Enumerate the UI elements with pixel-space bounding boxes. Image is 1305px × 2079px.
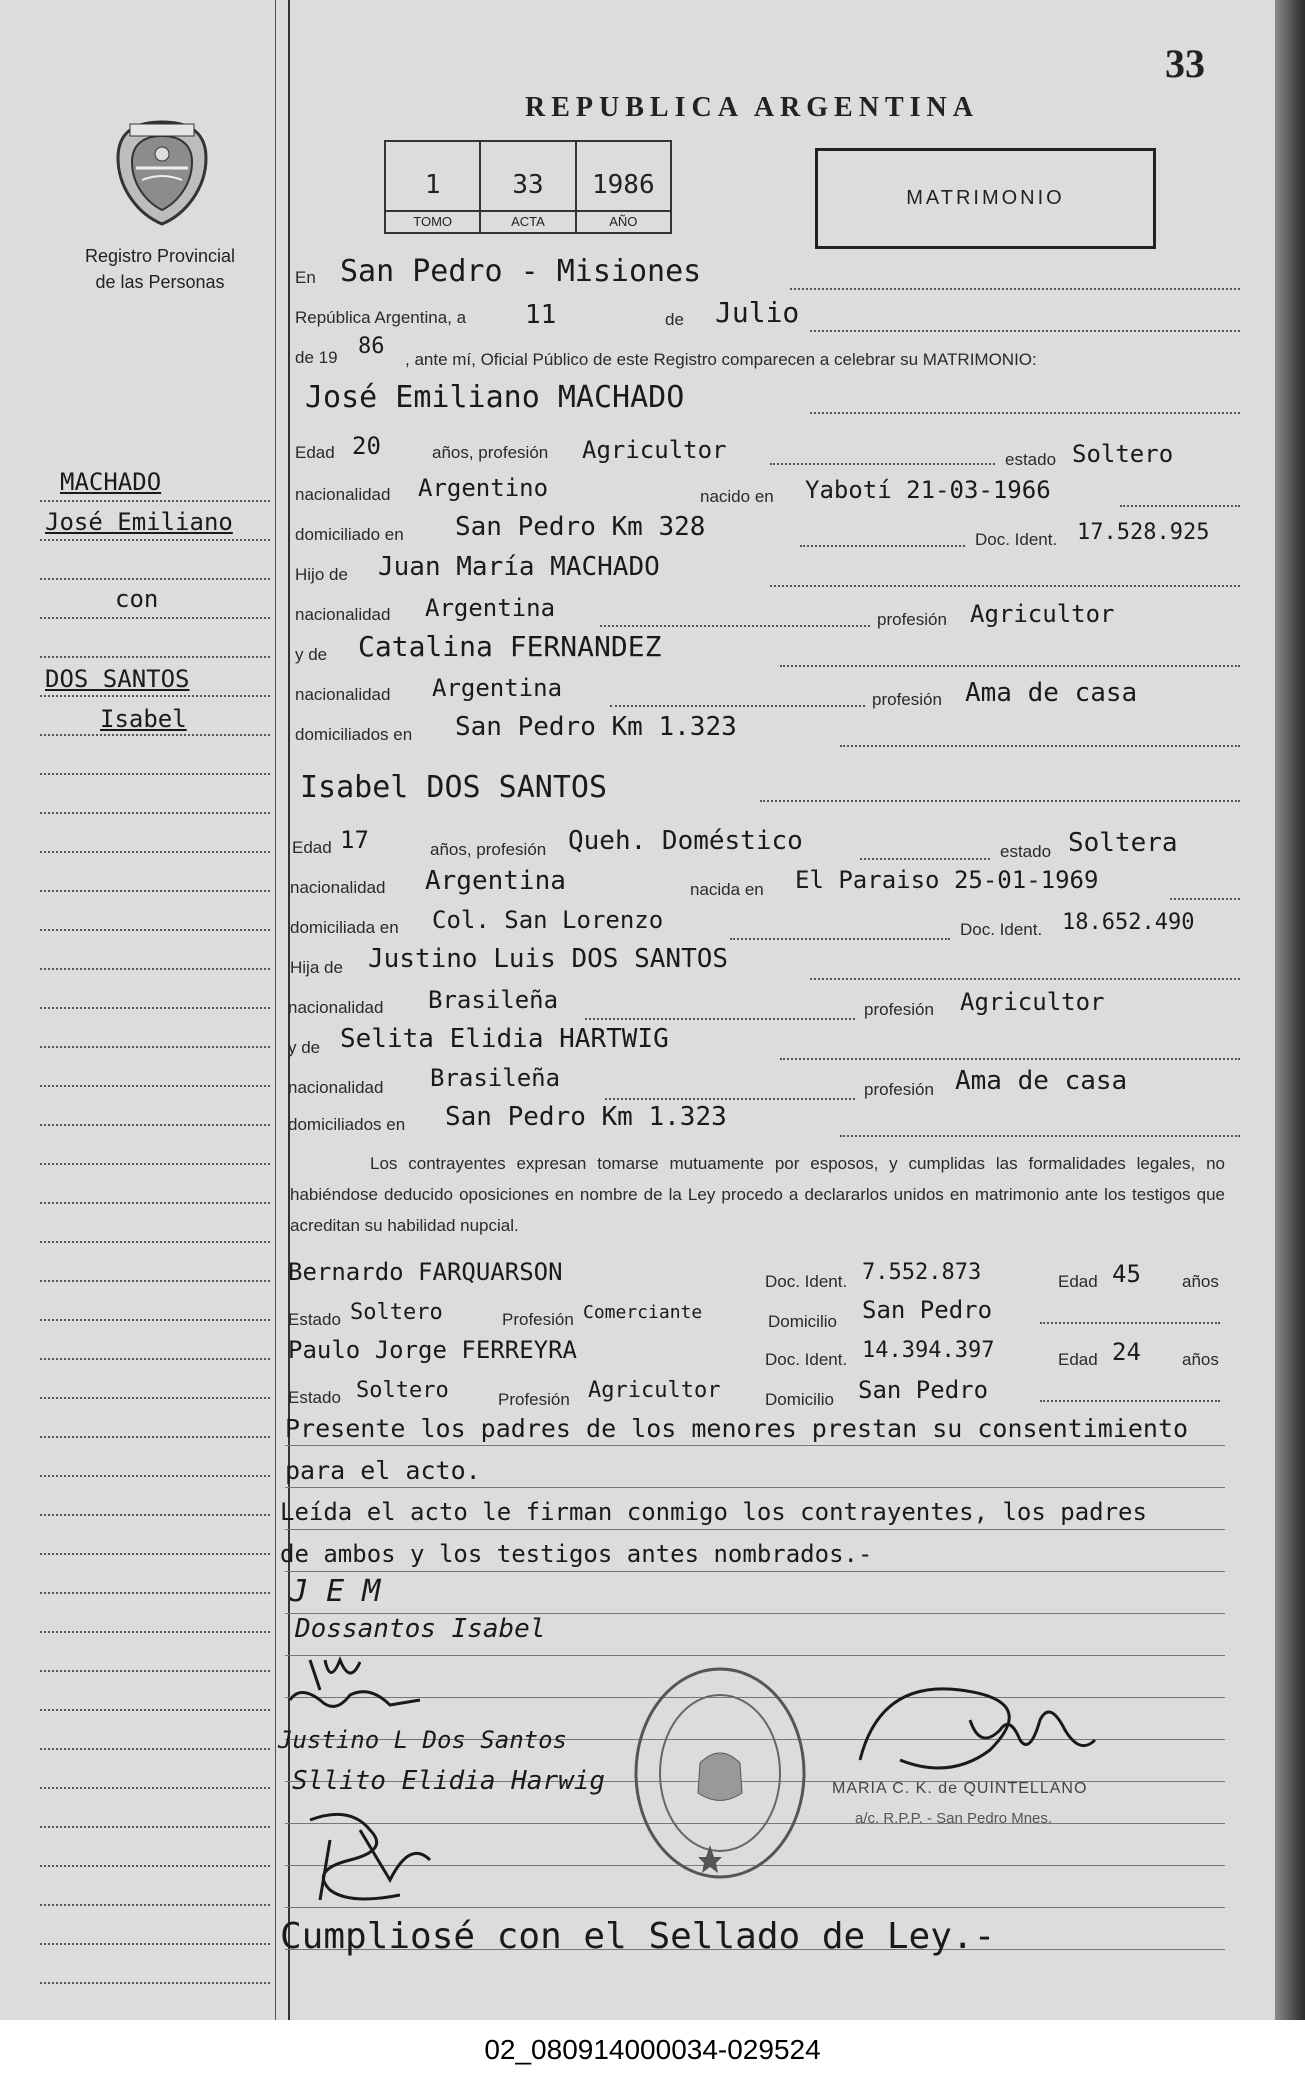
- groom-domicile: San Pedro Km 328: [455, 512, 706, 542]
- label-profesion: Profesión: [498, 1390, 570, 1409]
- label-hija-de: Hija de: [290, 958, 343, 977]
- label-estado: Estado: [288, 1310, 341, 1329]
- left-column-rule-thin: [275, 0, 276, 2020]
- label-hijo-de: Hijo de: [295, 565, 348, 584]
- groom-doc: 17.528.925: [1077, 520, 1210, 545]
- label-doc-ident: Doc. Ident.: [960, 920, 1043, 939]
- registry-seal-icon: [630, 1663, 810, 1883]
- witness-1-name: Bernardo FARQUARSON: [288, 1258, 563, 1286]
- act-month: Julio: [715, 296, 800, 329]
- bride-birth: El Paraiso 25-01-1969: [795, 866, 1099, 894]
- label-nacionalidad: nacionalidad: [288, 1078, 384, 1097]
- witness-2-age: 24: [1112, 1338, 1141, 1366]
- note-line-1: Presente los padres de los menores prestan su consentimiento: [285, 1414, 1189, 1443]
- bride-father-profession: Agricultor: [960, 988, 1105, 1016]
- groom-mother-nationality: Argentina: [432, 674, 563, 702]
- label-profesion: profesión: [877, 610, 947, 629]
- act-year: 86: [358, 334, 385, 359]
- groom-profession: Agricultor: [582, 436, 727, 464]
- signature-scribble-2: [290, 1800, 450, 1910]
- note-line-4: de ambos y los testigos antes nombrados.-: [280, 1540, 873, 1568]
- margin-groom-names: José Emiliano: [45, 508, 233, 536]
- footer-id: 02_080914000034-029524: [0, 2020, 1305, 2079]
- groom-birth: Yabotí 21-03-1966: [805, 476, 1051, 504]
- bride-doc: 18.652.490: [1062, 910, 1195, 935]
- label-doc-ident: Doc. Ident.: [765, 1272, 848, 1291]
- closing-note: Cumpliosé con el Sellado de Ley.-: [280, 1916, 996, 1957]
- official-title: a/c. R.P.P. - San Pedro Mnes.: [855, 1810, 1053, 1827]
- bride-age: 17: [340, 826, 369, 854]
- registry-name: Registro Provincial de las Personas: [84, 246, 236, 292]
- bride-domicile: Col. San Lorenzo: [432, 906, 664, 934]
- label-estado: Estado: [288, 1388, 341, 1407]
- province-crest-icon: [112, 118, 212, 228]
- label-anios-profesion: años, profesión: [432, 443, 549, 462]
- witness-1-profession: Comerciante: [583, 1302, 703, 1323]
- groom-name: José Emiliano MACHADO: [305, 380, 685, 415]
- acta-cell: 33 ACTA: [481, 142, 576, 232]
- bride-parents-domicile: San Pedro Km 1.323: [445, 1102, 727, 1132]
- label-nacida-en: nacida en: [690, 880, 764, 899]
- label-doc-ident: Doc. Ident.: [765, 1350, 848, 1369]
- signature-bride-mother: Sllito Elidia Harwig: [292, 1766, 606, 1796]
- witness-1-domicile: San Pedro: [862, 1296, 993, 1324]
- label-domiciliados-en: domiciliados en: [288, 1115, 406, 1134]
- label-nacionalidad: nacionalidad: [295, 685, 391, 704]
- bride-father-nationality: Brasileña: [428, 986, 559, 1014]
- witness-2-doc: 14.394.397: [862, 1338, 995, 1363]
- label-republica: República Argentina, a: [295, 308, 467, 327]
- label-profesion: profesión: [864, 1080, 934, 1099]
- label-anios-profesion: años, profesión: [430, 840, 547, 859]
- note-line-2: para el acto.: [285, 1456, 481, 1485]
- label-doc-ident: Doc. Ident.: [975, 530, 1058, 549]
- label-profesion: Profesión: [502, 1310, 574, 1329]
- country-title: REPUBLICA ARGENTINA: [525, 92, 979, 123]
- label-edad: Edad: [292, 838, 332, 857]
- label-profesion: profesión: [872, 690, 942, 709]
- margin-groom-surname: MACHADO: [60, 468, 162, 496]
- witness-2-domicile: San Pedro: [858, 1376, 989, 1404]
- label-nacionalidad: nacionalidad: [295, 485, 391, 504]
- witness-1-status: Soltero: [350, 1300, 443, 1325]
- label-edad: Edad: [1058, 1272, 1098, 1291]
- label-comparecen: , ante mí, Oficial Público de este Registro comparecen a celebrar su MATRIMONIO:: [405, 350, 1037, 369]
- groom-father-nationality: Argentina: [425, 594, 556, 622]
- groom-mother: Catalina FERNANDEZ: [358, 630, 662, 663]
- label-estado: estado: [1000, 842, 1052, 861]
- label-estado: estado: [1005, 450, 1057, 469]
- groom-mother-profession: Ama de casa: [965, 678, 1138, 708]
- bride-mother-profession: Ama de casa: [955, 1066, 1128, 1096]
- record-type-box: MATRIMONIO: [815, 148, 1156, 249]
- label-domicilio: Domicilio: [765, 1390, 834, 1409]
- bride-nationality: Argentina: [425, 866, 566, 896]
- witness-1-doc: 7.552.873: [862, 1260, 982, 1285]
- label-edad: Edad: [295, 443, 335, 462]
- witness-2-status: Soltero: [356, 1378, 449, 1403]
- label-anios: años: [1182, 1350, 1219, 1369]
- label-de-19: de 19: [295, 348, 338, 367]
- bride-father: Justino Luis DOS SANTOS: [368, 944, 729, 974]
- bride-profession: Queh. Doméstico: [568, 826, 803, 856]
- label-edad: Edad: [1058, 1350, 1098, 1369]
- marriage-statement: Los contrayentes expresan tomarse mutuamente por esposos, y cumplidas las formalidades legales, no habiéndose deducido oposiciones en nombre de la Ley procedo a declararlos unidos en matrimonio ante los testigos que acreditan su habilidad nupcial.: [290, 1154, 1225, 1235]
- groom-nationality: Argentino: [418, 474, 549, 502]
- note-line-3: Leída el acto le firman conmigo los contrayentes, los padres: [280, 1498, 1147, 1526]
- anio-cell: 1986 AÑO: [577, 142, 670, 232]
- act-place: San Pedro - Misiones: [340, 254, 702, 289]
- signature-scribble-1: [280, 1650, 450, 1725]
- label-y-de: y de: [295, 645, 328, 664]
- label-domicilio: Domicilio: [768, 1312, 837, 1331]
- groom-father-profession: Agricultor: [970, 600, 1115, 628]
- label-domiciliados-en: domiciliados en: [295, 725, 413, 744]
- groom-parents-domicile: San Pedro Km 1.323: [455, 712, 737, 742]
- witness-2-name: Paulo Jorge FERREYRA: [288, 1336, 577, 1364]
- margin-bride-names: Isabel: [100, 705, 187, 733]
- official-name: MARIA C. K. de QUINTELLANO: [832, 1780, 1088, 1797]
- bride-mother-nationality: Brasileña: [430, 1064, 561, 1092]
- act-day: 11: [525, 300, 557, 330]
- margin-con: con: [115, 585, 159, 613]
- bride-status: Soltera: [1068, 828, 1178, 858]
- signature-groom: J E M: [290, 1574, 381, 1609]
- groom-father: Juan María MACHADO: [378, 552, 660, 582]
- label-nacionalidad: nacionalidad: [288, 998, 384, 1017]
- page-number: 33: [1165, 41, 1205, 86]
- label-en: En: [295, 268, 316, 287]
- bride-mother: Selita Elidia HARTWIG: [340, 1024, 669, 1054]
- official-signature: [840, 1660, 1110, 1790]
- label-domiciliado-en: domiciliado en: [295, 525, 404, 544]
- bride-name: Isabel DOS SANTOS: [300, 770, 608, 805]
- label-anios: años: [1182, 1272, 1219, 1291]
- margin-bride-surname: DOS SANTOS: [45, 665, 190, 693]
- book-edge: [1275, 0, 1305, 2030]
- signature-bride: Dossantos Isabel: [295, 1614, 546, 1644]
- label-nacionalidad: nacionalidad: [295, 605, 391, 624]
- label-de: de: [665, 310, 684, 329]
- groom-age: 20: [352, 432, 381, 460]
- signature-bride-father: Justino L Dos Santos: [278, 1726, 567, 1754]
- tomo-cell: 1 TOMO: [386, 142, 481, 232]
- label-nacido-en: nacido en: [700, 487, 774, 506]
- record-number-box: [384, 140, 672, 234]
- witness-2-profession: Agricultor: [588, 1378, 721, 1403]
- label-nacionalidad: nacionalidad: [290, 878, 386, 897]
- label-profesion: profesión: [864, 1000, 934, 1019]
- label-y-de: y de: [288, 1038, 321, 1057]
- label-domiciliada-en: domiciliada en: [290, 918, 399, 937]
- witness-1-age: 45: [1112, 1260, 1141, 1288]
- groom-status: Soltero: [1072, 440, 1174, 468]
